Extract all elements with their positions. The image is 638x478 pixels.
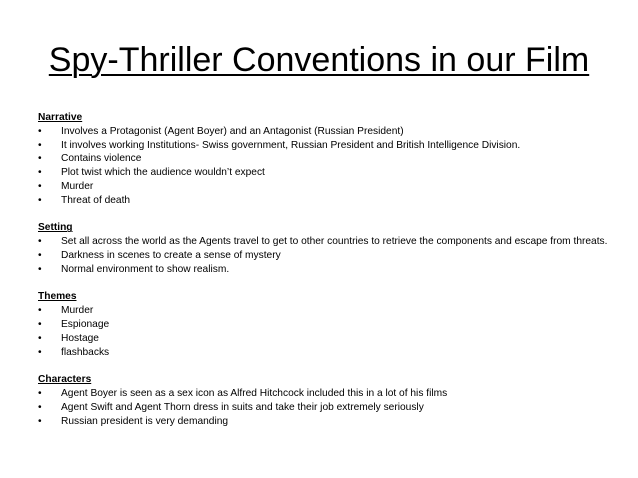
list-item: [38, 387, 610, 401]
list-item-text: It involves working Institutions- Swiss government, Russian President and British Intelligence Division.: [61, 139, 521, 151]
section-characters: [38, 373, 610, 428]
list-item-text: Murder: [61, 180, 94, 192]
bullet-icon: •: [38, 305, 42, 317]
bullet-icon: •: [38, 415, 42, 427]
section-heading: Characters: [38, 374, 92, 386]
list-item: [38, 401, 610, 415]
list-item-text: Agent Boyer is seen as a sex icon as Alfred Hitchcock included this in a lot of his films: [61, 387, 448, 399]
list-item: [38, 152, 610, 166]
bullet-icon: •: [38, 167, 42, 179]
list-item: [38, 249, 610, 263]
list-item-text: Russian president is very demanding: [61, 415, 229, 427]
list-item: [38, 318, 610, 332]
list-item-text: flashbacks: [61, 346, 110, 358]
bullet-icon: •: [38, 401, 42, 413]
list-item: [38, 125, 610, 139]
section-heading: Narrative: [38, 112, 83, 123]
section-heading: Themes: [38, 291, 77, 303]
bullet-icon: •: [38, 139, 42, 151]
bullet-list: [38, 235, 610, 276]
bullet-list: [38, 125, 610, 208]
list-item: [38, 166, 610, 180]
list-item-text: Agent Swift and Agent Thorn dress in suits and take their job extremely seriously: [61, 401, 424, 413]
bullet-icon: •: [38, 332, 42, 344]
section-heading: Setting: [38, 222, 73, 234]
section-narrative: [38, 111, 610, 208]
bullet-icon: •: [38, 125, 42, 137]
bullet-icon: •: [38, 263, 42, 275]
list-item-text: Espionage: [61, 318, 110, 330]
list-item-text: Involves a Protagonist (Agent Boyer) and an Antagonist (Russian President): [61, 125, 404, 137]
list-item: [38, 235, 610, 249]
slide-content: [38, 111, 610, 442]
section-setting: [38, 221, 610, 276]
list-item-text: Normal environment to show realism.: [61, 263, 230, 275]
bullet-list: [38, 387, 610, 428]
list-item-text: Threat of death: [61, 194, 131, 206]
bullet-icon: •: [38, 346, 42, 358]
list-item: [38, 304, 610, 318]
list-item-text: Plot twist which the audience wouldn’t expect: [61, 167, 265, 179]
list-item: [38, 415, 610, 429]
section-themes: [38, 290, 610, 359]
list-item-text: Set all across the world as the Agents travel to get to other countries to retrieve the components and escape from threats.: [61, 236, 608, 248]
list-item: [38, 332, 610, 346]
list-item: [38, 194, 610, 208]
list-item-text: Darkness in scenes to create a sense of mystery: [61, 249, 281, 261]
bullet-icon: •: [38, 318, 42, 330]
bullet-icon: •: [38, 153, 42, 165]
bullet-list: [38, 304, 610, 359]
bullet-icon: •: [38, 194, 42, 206]
bullet-icon: •: [38, 387, 42, 399]
list-item-text: Murder: [61, 305, 94, 317]
list-item: [38, 180, 610, 194]
list-item-text: Hostage: [61, 332, 99, 344]
bullet-icon: •: [38, 236, 42, 248]
bullet-icon: •: [38, 249, 42, 261]
slide-title: Spy-Thriller Conventions in our Film: [48, 41, 590, 79]
bullet-icon: •: [38, 180, 42, 192]
list-item: [38, 139, 610, 153]
list-item-text: Contains violence: [61, 153, 142, 165]
list-item: [38, 346, 610, 360]
list-item: [38, 263, 610, 277]
